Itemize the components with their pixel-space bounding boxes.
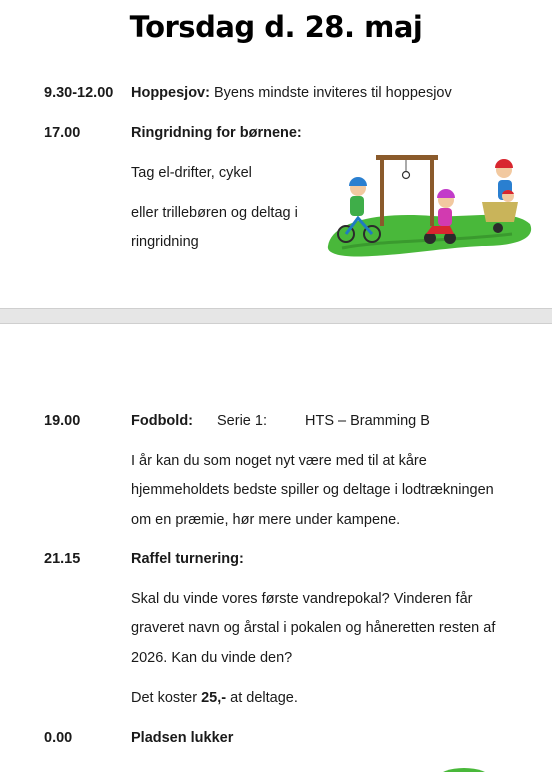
event-text-line: hjemmeholdets bedste spiller og deltage i lodtrækningen [131,482,494,498]
event-text-line: Tag el-drifter, cykel [131,165,252,181]
event-text-line: eller trillebøren og deltag i [131,205,298,221]
ring-riding-kids-illustration [322,150,534,262]
event-time: 9.30-12.00 [44,85,114,101]
event-time: 21.15 [44,551,81,567]
event-description: Byens mindste inviteres til hoppesjov [209,85,452,101]
page-break [0,308,552,324]
event-time: 0.00 [44,730,73,746]
event-text-line: graveret navn og årstal i pokalen og håneretten resten af [131,620,496,636]
event-time: 17.00 [44,125,81,141]
event-title: Pladsen lukker [131,730,234,746]
event-line [131,83,452,103]
document-page-1 [0,0,552,308]
event-text-line: om en præmie, hør mere under kampene. [131,512,401,528]
event-time: 19.00 [44,413,81,429]
event-text-line: ringridning [131,234,199,250]
event-price-line [131,688,298,708]
event-title: Hoppesjov: [131,85,210,101]
grass-illustration-fragment [436,762,492,772]
event-text-line: 2026. Kan du vinde den? [131,650,293,666]
event-match: HTS – Bramming B [305,413,430,429]
price-prefix: Det koster [131,690,202,706]
event-series: Serie 1: [217,413,267,429]
event-text-line: Skal du vinde vores første vandrepokal? Vinderen får [131,591,473,607]
event-text-line: I år kan du som noget nyt være med til at kåre [131,453,427,469]
document-page-2 [0,324,552,772]
event-title: Fodbold: [131,413,194,429]
event-title: Raffel turnering: [131,551,244,567]
page-title: Torsdag d. 28. maj [129,10,423,44]
event-title: Ringridning for børnene: [131,125,302,141]
price-value: 25,- [201,690,227,706]
price-suffix: at deltage. [226,690,298,706]
